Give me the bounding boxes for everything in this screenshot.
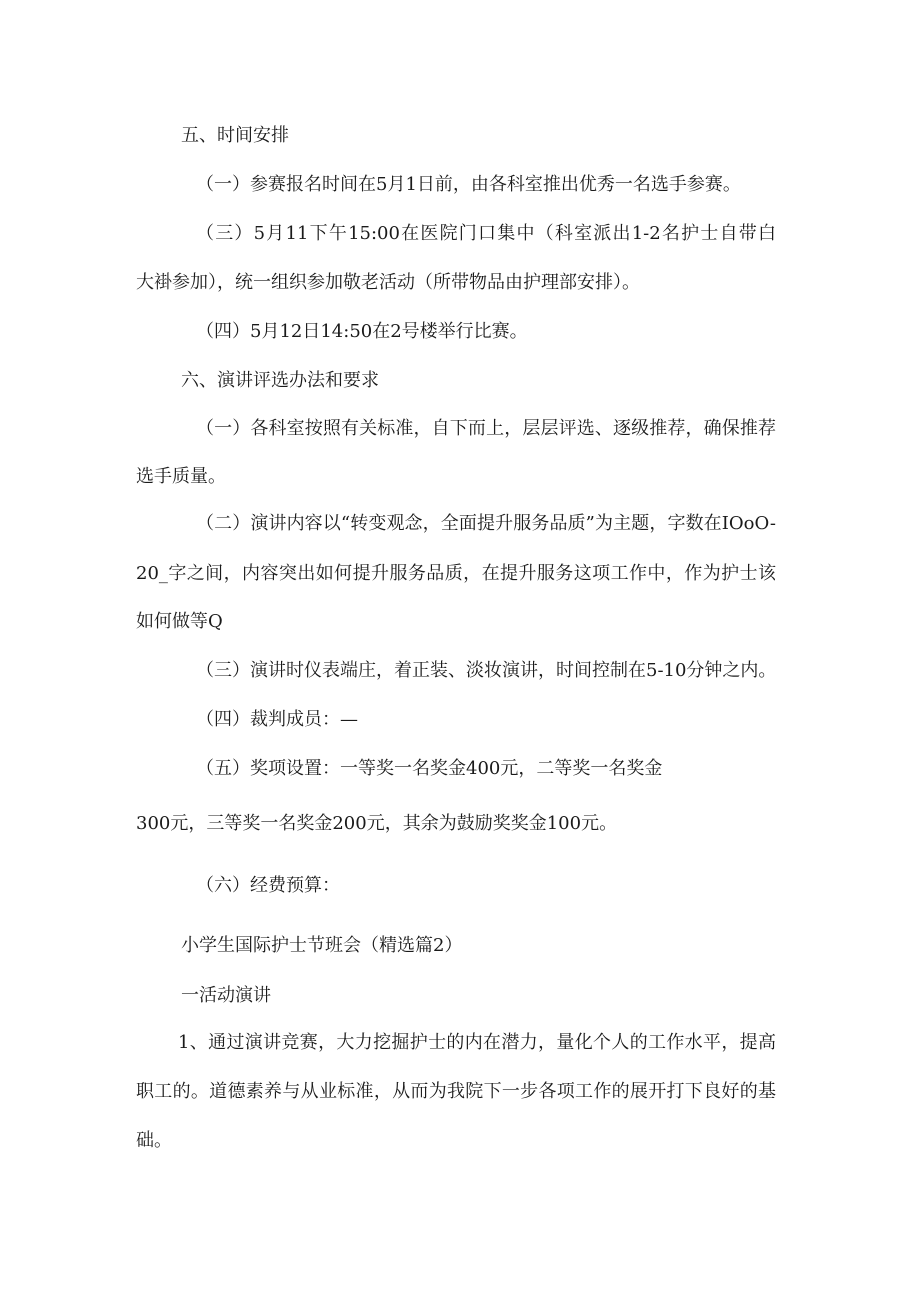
rules-item-4: （四）裁判成员：—	[196, 709, 358, 730]
schedule-item-4: （四）5月12日14:50在2号楼举行比赛。	[196, 321, 528, 342]
rules-item-6: （六）经费预算：	[196, 875, 340, 896]
rules-item-2-line-3: 如何做等Q	[136, 611, 223, 632]
section-heading-rules: 六、演讲评选办法和要求	[181, 370, 379, 391]
rules-item-3: （三）演讲时仪表端庄，着正装、淡妆演讲，时间控制在5-10分钟之内。	[196, 660, 777, 681]
schedule-item-1: （一）参赛报名时间在5月1日前，由各科室推出优秀一名选手参赛。	[196, 174, 741, 195]
paragraph-1-line-3: 础。	[136, 1130, 172, 1151]
rules-item-2-line-2: 20_字之间，内容突出如何提升服务品质，在提升服务这项工作中，作为护士该	[136, 563, 776, 584]
paragraph-1-line-2: 职工的。道德素养与从业标准，从而为我院下一步各项工作的展开打下良好的基	[136, 1081, 776, 1102]
rules-item-2-line-1: （二）演讲内容以“转变观念，全面提升服务品质”为主题，字数在IOoO-	[196, 513, 776, 534]
paragraph-1-line-1: 1、通过演讲竞赛，大力挖掘护士的内在潜力，量化个人的工作水平，提高	[178, 1032, 776, 1053]
rules-item-1-line-2: 选手质量。	[136, 466, 226, 487]
schedule-item-3-line-2: 大褂参加），统一组织参加敬老活动（所带物品由护理部安排）。	[136, 272, 640, 293]
schedule-item-3-line-1: （三）5月11下午15:00在医院门口集中（科室派出1-2名护士自带白	[196, 223, 776, 244]
rules-item-1-line-1: （一）各科室按照有关标准，自下而上，层层评选、逐级推荐，确保推荐	[196, 418, 776, 439]
article-title: 小学生国际护士节班会（精选篇2）	[181, 935, 463, 956]
rules-item-5-line-1: （五）奖项设置：一等奖一名奖金400元，二等奖一名奖金	[196, 758, 663, 779]
section-heading-schedule: 五、时间安排	[181, 125, 289, 146]
subheading-activity-speech: 一活动演讲	[181, 985, 271, 1006]
rules-item-5-line-2: 300元，三等奖一名奖金200元，其余为鼓励奖奖金100元。	[136, 813, 618, 834]
